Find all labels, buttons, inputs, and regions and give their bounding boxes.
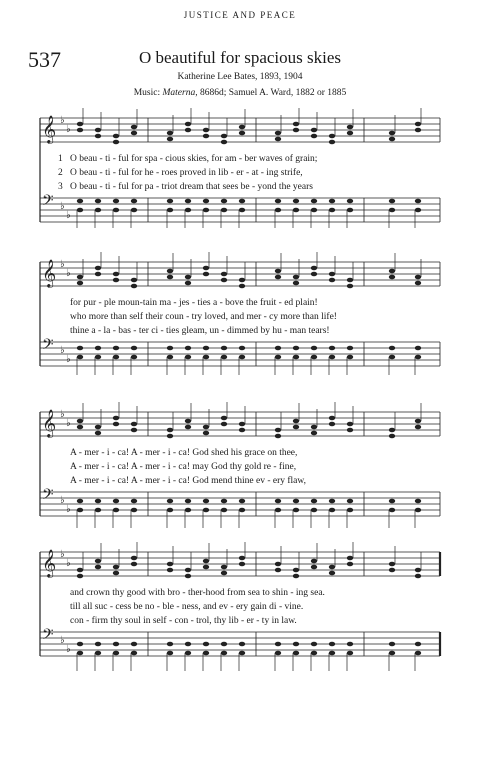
svg-text:𝄢: 𝄢 xyxy=(42,192,54,213)
svg-text:𝄢: 𝄢 xyxy=(42,336,54,357)
lyric-line xyxy=(58,182,443,192)
lyric-text: O beau - ti - ful for he - roes proved in lib - er - at - ing strife, xyxy=(70,168,303,178)
hymn-title: O beautiful for spacious skies xyxy=(138,48,342,67)
lyric-line xyxy=(58,312,443,322)
music-system xyxy=(0,402,480,537)
svg-text:♭: ♭ xyxy=(66,644,71,655)
lyric-text: O beau - ti - ful for spa - cious skies, for am - ber waves of grain; xyxy=(70,154,318,164)
lyric-text: till all suc - cess be no - ble - ness, and ev - ery gain di - vine. xyxy=(70,602,304,612)
svg-text:♭: ♭ xyxy=(60,549,65,560)
hymn-number: 537 xyxy=(28,47,61,72)
text-credit: Katherine Lee Bates, 1893, 1904 xyxy=(177,72,303,82)
svg-text:♭: ♭ xyxy=(60,259,65,270)
svg-text:♭: ♭ xyxy=(66,558,71,569)
lyric-text: and crown thy good with bro - ther-hood from sea to shin - ing sea. xyxy=(70,588,325,598)
verse-number: 3 xyxy=(58,182,63,192)
lyric-line xyxy=(58,326,443,336)
svg-text:♭: ♭ xyxy=(66,124,71,135)
svg-text:♭: ♭ xyxy=(66,418,71,429)
lyric-text: con - firm thy soul in self - con - trol, thy lib - er - ty in law. xyxy=(70,616,297,626)
lyric-text: A - mer - i - ca! A - mer - i - ca! God mend thine ev - ery flaw, xyxy=(70,476,307,486)
svg-text:♭: ♭ xyxy=(60,409,65,420)
svg-text:♭: ♭ xyxy=(66,210,71,221)
lyric-line xyxy=(58,154,443,164)
lyric-line xyxy=(58,448,443,458)
svg-text:♭: ♭ xyxy=(66,504,71,515)
music-credit xyxy=(0,88,480,98)
lyric-text: thine a - la - bas - ter ci - ties gleam, un - dimmed by hu - man tears! xyxy=(70,326,330,336)
svg-text:𝄢: 𝄢 xyxy=(42,486,54,507)
svg-text:♭: ♭ xyxy=(66,268,71,279)
lyric-line xyxy=(58,168,443,178)
music-system xyxy=(0,542,480,677)
music-credit-prefix: Music: xyxy=(133,88,163,98)
tune-name: Materna xyxy=(162,88,196,98)
verse-number: 1 xyxy=(58,154,63,164)
lyric-text: O beau - ti - ful for pa - triot dream that sees be - yond the years xyxy=(70,182,313,192)
lyric-line xyxy=(58,298,443,308)
svg-text:♭: ♭ xyxy=(66,354,71,365)
svg-text:♭: ♭ xyxy=(60,635,65,646)
verse-number: 2 xyxy=(58,168,63,178)
lyric-text: A - mer - i - ca! A - mer - i - ca! may God thy gold re - fine, xyxy=(70,462,297,472)
lyric-text: A - mer - i - ca! A - mer - i - ca! God shed his grace on thee, xyxy=(70,448,298,458)
music-system xyxy=(0,108,480,243)
lyric-line xyxy=(58,588,443,598)
svg-text:𝄞: 𝄞 xyxy=(42,409,57,437)
music-system xyxy=(0,252,480,387)
lyric-line xyxy=(58,602,443,612)
lyric-line xyxy=(58,616,443,626)
svg-text:𝄞: 𝄞 xyxy=(42,115,57,143)
lyric-line xyxy=(58,462,443,472)
svg-text:♭: ♭ xyxy=(60,201,65,212)
lyric-text: for pur - ple moun-tain ma - jes - ties a - bove the fruit - ed plain! xyxy=(70,298,318,308)
svg-text:♭: ♭ xyxy=(60,345,65,356)
svg-text:𝄢: 𝄢 xyxy=(42,626,54,647)
lyric-text: who more than self their coun - try loved, and mer - cy more than life! xyxy=(70,312,337,322)
music-credit-rest: , 8686d; Samuel A. Ward, 1882 or 1885 xyxy=(195,88,347,98)
section-header: JUSTICE AND PEACE xyxy=(183,10,297,20)
svg-text:𝄞: 𝄞 xyxy=(42,549,57,577)
svg-text:♭: ♭ xyxy=(60,495,65,506)
svg-text:𝄞: 𝄞 xyxy=(42,259,57,287)
svg-text:♭: ♭ xyxy=(60,115,65,126)
lyric-line xyxy=(58,476,443,486)
